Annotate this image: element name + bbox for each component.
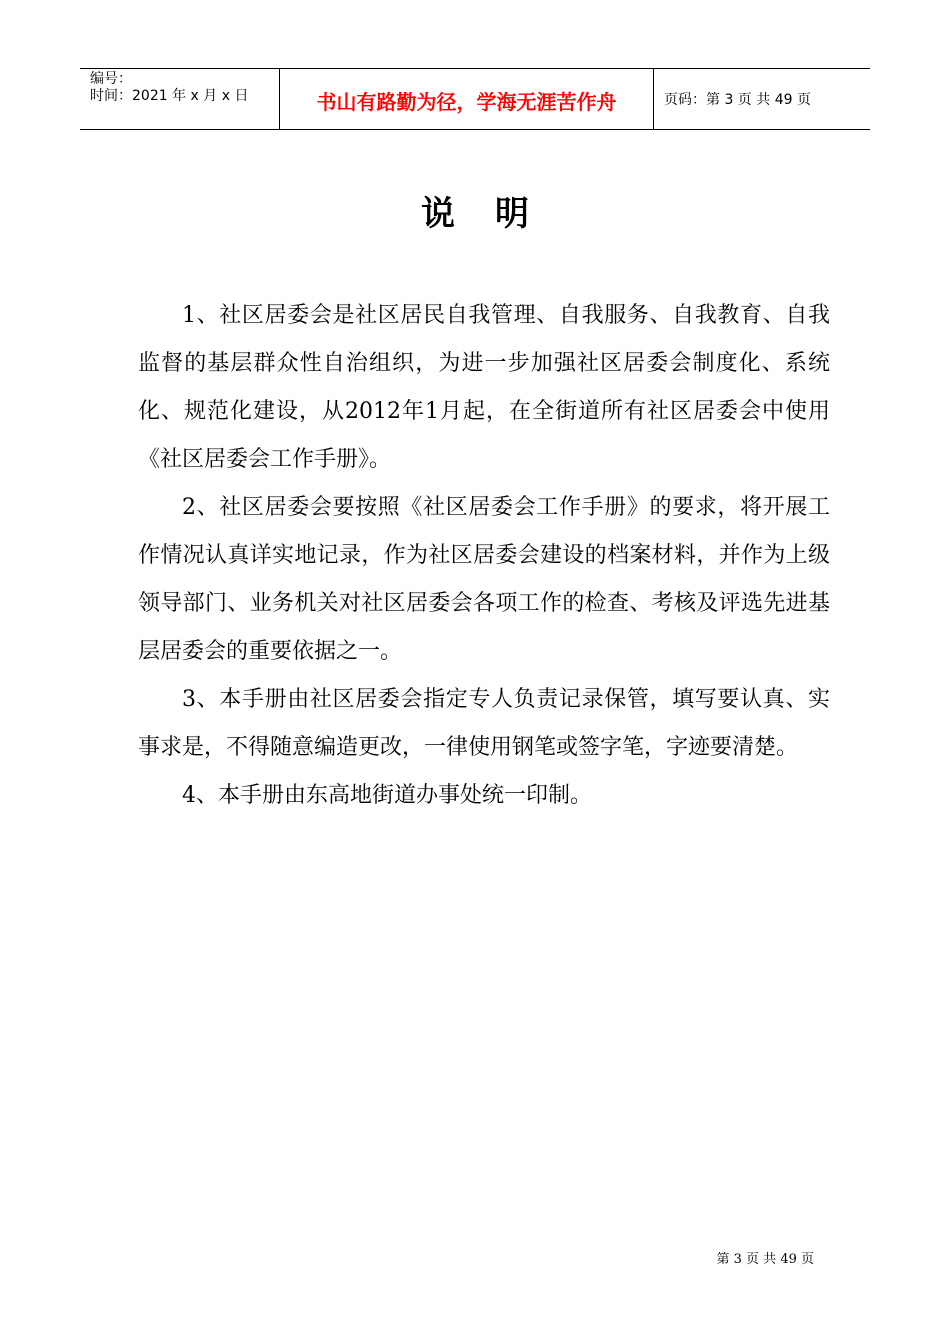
header-page-info: 页码：第 3 页 共 49 页: [664, 92, 811, 108]
header-motto: 书山有路勤为径，学海无涯苦作舟: [280, 69, 654, 129]
paragraph-3: 3、本手册由社区居委会指定专人负责记录保管，填写要认真、实事求是，不得随意编造更改，一律使用钢笔或签字笔，字迹要清楚。: [138, 687, 830, 760]
time-label: 时间：2021 年 x 月 x 日: [90, 88, 249, 104]
number-label: 编号：: [90, 71, 132, 87]
page-footer: 第 3 页 共 49 页: [716, 1252, 814, 1267]
header-meta: [80, 69, 280, 129]
paragraph-1: 1、社区居委会是社区居民自我管理、自我服务、自我教育、自我监督的基层群众性自治组织，为进一步加强社区居委会制度化、系统化、规范化建设，从2012年1月起，在全街道所有社区居委会中使用《社区居委会工作手册》。: [138, 303, 830, 472]
paragraph-2: 2、社区居委会要按照《社区居委会工作手册》的要求，将开展工作情况认真详实地记录，作为社区居委会建设的档案材料，并作为上级领导部门、业务机关对社区居委会各项工作的检查、考核及评选先进基层居委会的重要依据之一。: [138, 495, 830, 664]
document-body: [138, 292, 830, 820]
document-title: 说明: [421, 194, 569, 234]
page-header: [80, 68, 870, 130]
paragraph-4: 4、本手册由东高地街道办事处统一印制。: [182, 783, 592, 808]
